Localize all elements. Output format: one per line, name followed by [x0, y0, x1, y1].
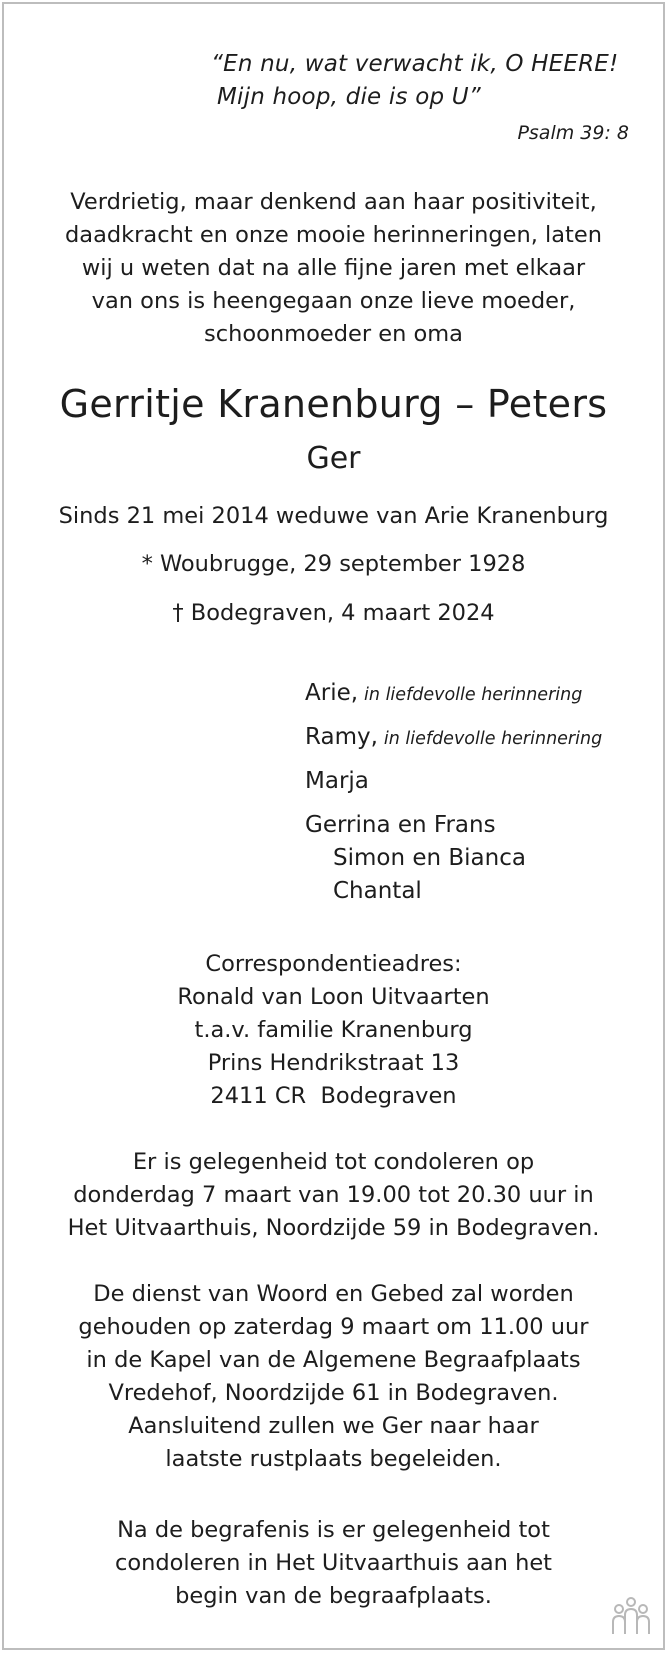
after-line: condoleren in Het Uitvaarthuis aan het — [114, 1550, 552, 1576]
family-member-name: Simon en Bianca — [333, 845, 526, 871]
intro-line: van ons is heengegaan onze lieve moeder, — [91, 288, 576, 314]
service-line: Vredehof, Noordzijde 61 in Bodegraven. — [108, 1380, 559, 1406]
birth-line: * Woubrugge, 29 september 1928 — [141, 551, 526, 577]
quote-line-2: Mijn hoop, die is op U” — [217, 84, 481, 110]
people-group-icon — [609, 1596, 653, 1640]
service-line: gehouden op zaterdag 9 maart om 11.00 uur — [78, 1314, 589, 1340]
address-line: Ronald van Loon Uitvaarten — [177, 984, 490, 1010]
family-grandchild — [333, 845, 526, 871]
family-member-name: Marja — [305, 768, 369, 794]
condolence-line: Het Uitvaarthuis, Noordzijde 59 in Bodegraven. — [67, 1215, 600, 1241]
family-member-note: in liefdevolle herinnering — [364, 685, 583, 705]
family-member — [305, 680, 582, 706]
family-member-note: in liefdevolle herinnering — [383, 729, 603, 749]
service-line: in de Kapel van de Algemene Begraafplaats — [86, 1347, 581, 1373]
intro-line: schoonmoeder en oma — [204, 321, 463, 347]
correspondence-address — [4, 948, 663, 1113]
condolence-line: Er is gelegenheid tot condoleren op — [132, 1149, 535, 1175]
service-line: De dienst van Woord en Gebed zal worden — [93, 1281, 574, 1307]
death-line: † Bodegraven, 4 maart 2024 — [172, 600, 495, 626]
after-line: Na de begrafenis is er gelegenheid tot — [117, 1517, 550, 1543]
intro-line: Verdrietig, maar denkend aan haar positiviteit, — [70, 189, 597, 215]
family-member-name: Chantal — [333, 878, 422, 904]
address-line: t.a.v. familie Kranenburg — [194, 1017, 473, 1043]
family-member — [305, 724, 602, 750]
intro-line: wij u weten dat na alle fijne jaren met elkaar — [81, 255, 586, 281]
deceased-name: Gerritje Kranenburg – Peters — [59, 382, 608, 426]
obituary-card — [2, 2, 665, 1650]
service-info — [4, 1278, 663, 1476]
family-member-name: Gerrina en Frans — [305, 812, 496, 838]
address-line: Prins Hendrikstraat 13 — [207, 1050, 460, 1076]
condolence-info — [4, 1146, 663, 1245]
condolence-line: donderdag 7 maart van 19.00 tot 20.30 uur in — [73, 1182, 594, 1208]
quote-line-1: “En nu, wat verwacht ik, O HEERE! — [211, 51, 619, 77]
intro-line: daadkracht en onze mooie herinneringen, laten — [65, 222, 602, 248]
service-line: laatste rustplaats begeleiden. — [165, 1446, 502, 1472]
intro-text — [4, 186, 663, 351]
quote-reference: Psalm 39: 8 — [517, 122, 629, 144]
widow-of-line: Sinds 21 mei 2014 weduwe van Arie Kranenburg — [58, 503, 609, 529]
family-member-name: Arie, — [305, 680, 359, 706]
family-member-name: Ramy, — [305, 724, 378, 750]
deceased-nickname: Ger — [306, 441, 361, 476]
family-member — [305, 812, 496, 838]
address-line: Correspondentieadres: — [205, 951, 462, 977]
address-line: 2411 CR Bodegraven — [210, 1083, 457, 1109]
service-line: Aansluitend zullen we Ger naar haar — [128, 1413, 539, 1439]
family-grandchild — [333, 878, 422, 904]
family-member — [305, 768, 369, 794]
after-burial-info — [4, 1514, 663, 1613]
after-line: begin van de begraafplaats. — [175, 1583, 492, 1609]
